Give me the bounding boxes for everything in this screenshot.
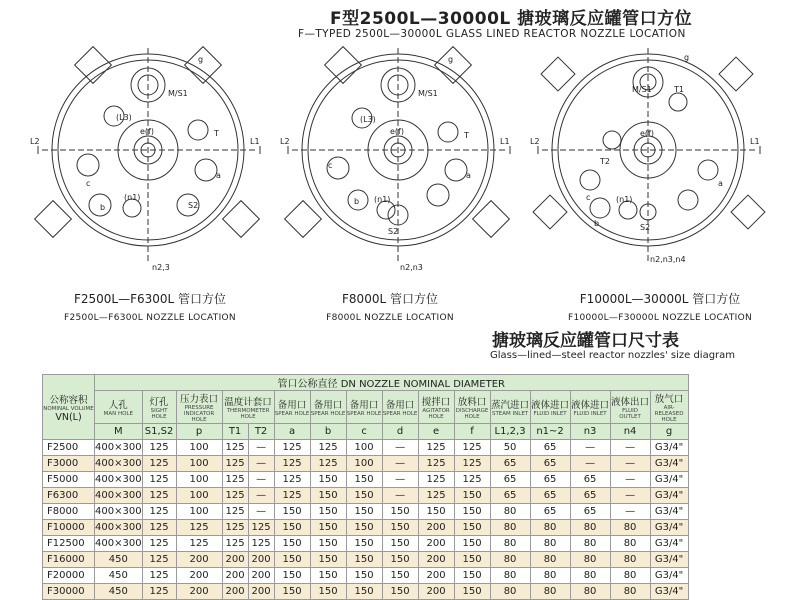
caption-1-cn: F2500L—F6300L 管口方位: [73, 292, 227, 306]
value-cell: G3/4": [650, 488, 688, 504]
col-fluid-in-1: 液体进口 FLUID INLET: [530, 391, 570, 424]
value-cell: 150: [310, 584, 346, 600]
value-cell: 125: [222, 536, 248, 552]
value-cell: 80: [570, 552, 610, 568]
dn-header: 管口公称直径 DN NOZZLE NOMINAL DIAMETER: [95, 375, 689, 391]
value-cell: 125: [142, 520, 176, 536]
label-n1: (n1): [124, 193, 141, 202]
value-cell: 150: [346, 584, 382, 600]
value-cell: 450: [95, 584, 143, 600]
value-cell: 150: [382, 536, 418, 552]
value-cell: 65: [490, 456, 530, 472]
value-cell: 125: [418, 488, 454, 504]
value-cell: 65: [490, 472, 530, 488]
label-s2: S2: [640, 223, 651, 232]
label-n: n2,n3: [400, 263, 423, 272]
value-cell: G3/4": [650, 472, 688, 488]
value-cell: 80: [610, 568, 650, 584]
value-cell: 65: [490, 488, 530, 504]
value-cell: —: [248, 504, 274, 520]
value-cell: 65: [530, 456, 570, 472]
value-cell: —: [610, 440, 650, 456]
value-cell: 100: [176, 488, 222, 504]
code-t1: T1: [222, 424, 248, 440]
col-agitator: 搅拌口 AGITATOR HOLE: [418, 391, 454, 424]
value-cell: 125: [310, 440, 346, 456]
value-cell: 65: [530, 488, 570, 504]
nozzle-diagram-3: [528, 40, 778, 280]
value-cell: 125: [142, 440, 176, 456]
col-fluid-in-2: 液体进口 FLUID INLET: [570, 391, 610, 424]
value-cell: 150: [274, 520, 310, 536]
value-cell: 125: [274, 456, 310, 472]
nozzle-diagram-2: [278, 40, 518, 280]
col-man-hole: 人孔 MAN HOLE: [95, 391, 143, 424]
value-cell: 150: [346, 520, 382, 536]
value-cell: G3/4": [650, 520, 688, 536]
value-cell: 200: [418, 552, 454, 568]
label-l2: L2: [30, 137, 40, 146]
label-t2: T2: [600, 157, 610, 166]
value-cell: 450: [95, 552, 143, 568]
value-cell: 200: [248, 552, 274, 568]
model-cell: F30000: [43, 584, 95, 600]
value-cell: 200: [176, 552, 222, 568]
value-cell: 65: [530, 504, 570, 520]
label-n: n2,3: [152, 263, 170, 272]
code-n4: n4: [610, 424, 650, 440]
value-cell: —: [610, 456, 650, 472]
label-a: a: [466, 171, 471, 180]
value-cell: 50: [490, 440, 530, 456]
label-b: b: [354, 197, 360, 206]
value-cell: 100: [176, 472, 222, 488]
nozzle-diagram-1: [28, 40, 268, 280]
value-cell: —: [610, 504, 650, 520]
table-row: [43, 472, 689, 488]
value-cell: 125: [142, 568, 176, 584]
value-cell: 80: [570, 584, 610, 600]
label-t: T: [214, 129, 219, 138]
nozzle-size-table: [42, 374, 689, 600]
code-l: L1,2,3: [490, 424, 530, 440]
value-cell: 450: [95, 568, 143, 584]
value-cell: 150: [310, 552, 346, 568]
col-pressure: 压力表口 PRESSURE INDICATOR HOLE: [176, 391, 222, 424]
value-cell: 200: [222, 552, 248, 568]
caption-2-en: F8000L NOZZLE LOCATION: [326, 313, 454, 323]
value-cell: 125: [274, 488, 310, 504]
value-cell: 125: [142, 472, 176, 488]
value-cell: 150: [310, 488, 346, 504]
table-row: [43, 488, 689, 504]
value-cell: 150: [346, 504, 382, 520]
code-s: S1,S2: [142, 424, 176, 440]
model-cell: F8000: [43, 504, 95, 520]
code-t2: T2: [248, 424, 274, 440]
page-subtitle: F—TYPED 2500L—30000L GLASS LINED REACTOR NOZZLE LOCATION: [298, 28, 686, 40]
label-e: e(f): [140, 127, 154, 136]
col-fluid-out: 液体出口 FLUID OUTLET: [610, 391, 650, 424]
label-t: T: [464, 131, 469, 140]
value-cell: 125: [142, 584, 176, 600]
value-cell: 400×300: [95, 472, 143, 488]
col-steam: 蒸汽进口 STEAM INLET: [490, 391, 530, 424]
value-cell: 125: [176, 536, 222, 552]
col-thermometer: 温度计套口 THERMOMETER HOLE: [222, 391, 274, 424]
value-cell: G3/4": [650, 456, 688, 472]
label-l3: (L3): [116, 113, 132, 122]
value-cell: —: [382, 488, 418, 504]
value-cell: 65: [570, 488, 610, 504]
value-cell: 150: [346, 472, 382, 488]
col-spear-a: 备用口 SPEAR HOLE: [274, 391, 310, 424]
code-p: p: [176, 424, 222, 440]
value-cell: 80: [530, 536, 570, 552]
label-ms: M/S1: [418, 89, 438, 98]
code-d: d: [382, 424, 418, 440]
value-cell: 150: [382, 520, 418, 536]
value-cell: 200: [176, 584, 222, 600]
label-ms: M/S1: [632, 85, 652, 94]
value-cell: G3/4": [650, 552, 688, 568]
value-cell: 150: [382, 552, 418, 568]
value-cell: 80: [530, 520, 570, 536]
value-cell: 80: [570, 536, 610, 552]
value-cell: G3/4": [650, 504, 688, 520]
value-cell: 125: [142, 488, 176, 504]
value-cell: G3/4": [650, 568, 688, 584]
corner-cn: 公称容积: [49, 394, 88, 406]
value-cell: 80: [490, 568, 530, 584]
label-l1: L1: [750, 137, 760, 146]
table-row: [43, 568, 689, 584]
value-cell: 125: [248, 536, 274, 552]
lug-bl: [35, 201, 72, 238]
value-cell: 200: [418, 568, 454, 584]
label-b: b: [100, 203, 106, 212]
label-c: c: [328, 161, 333, 170]
value-cell: 200: [176, 568, 222, 584]
model-cell: F20000: [43, 568, 95, 584]
value-cell: 65: [530, 440, 570, 456]
value-cell: 150: [382, 568, 418, 584]
value-cell: 150: [274, 552, 310, 568]
caption-3-en: F10000L—F30000L NOZZLE LOCATION: [568, 313, 752, 323]
value-cell: 100: [346, 440, 382, 456]
lug-br: [223, 201, 260, 238]
value-cell: 100: [176, 504, 222, 520]
label-b: b: [594, 219, 600, 228]
value-cell: 80: [490, 504, 530, 520]
value-cell: 200: [418, 536, 454, 552]
model-cell: F2500: [43, 440, 95, 456]
model-cell: F6300: [43, 488, 95, 504]
label-l2: L2: [280, 137, 290, 146]
value-cell: 100: [346, 456, 382, 472]
value-cell: —: [382, 472, 418, 488]
code-m: M: [95, 424, 143, 440]
value-cell: 125: [222, 472, 248, 488]
value-cell: 125: [176, 520, 222, 536]
value-cell: 150: [346, 552, 382, 568]
label-l1: L1: [500, 137, 510, 146]
caption-2-cn: F8000L 管口方位: [342, 292, 438, 306]
value-cell: 125: [418, 440, 454, 456]
label-l1: L1: [250, 137, 260, 146]
value-cell: 125: [222, 504, 248, 520]
corner-unit: VN(L): [55, 411, 82, 423]
value-cell: 200: [222, 568, 248, 584]
value-cell: 150: [454, 488, 490, 504]
value-cell: 125: [310, 456, 346, 472]
value-cell: 400×300: [95, 504, 143, 520]
code-n1: n1~2: [530, 424, 570, 440]
value-cell: 125: [222, 520, 248, 536]
value-cell: 125: [142, 552, 176, 568]
value-cell: —: [248, 440, 274, 456]
value-cell: 150: [454, 536, 490, 552]
code-g: g: [650, 424, 688, 440]
value-cell: —: [382, 456, 418, 472]
value-cell: 150: [346, 568, 382, 584]
value-cell: 150: [454, 568, 490, 584]
table-row: [43, 456, 689, 472]
label-g: g: [684, 53, 690, 62]
table-title: 搪玻璃反应罐管口尺寸表: [492, 331, 679, 351]
model-cell: F12500: [43, 536, 95, 552]
value-cell: 150: [418, 504, 454, 520]
value-cell: 125: [142, 456, 176, 472]
value-cell: 150: [346, 488, 382, 504]
value-cell: 125: [222, 456, 248, 472]
label-s2: S2: [388, 227, 399, 236]
value-cell: 125: [418, 472, 454, 488]
caption-3-cn: F10000L—30000L 管口方位: [579, 292, 741, 306]
model-cell: F10000: [43, 520, 95, 536]
value-cell: 400×300: [95, 456, 143, 472]
value-cell: 80: [490, 536, 530, 552]
value-cell: —: [248, 472, 274, 488]
value-cell: 80: [530, 552, 570, 568]
value-cell: 150: [310, 520, 346, 536]
value-cell: 150: [274, 536, 310, 552]
corner-header: [43, 375, 95, 440]
value-cell: 65: [530, 472, 570, 488]
value-cell: 150: [310, 536, 346, 552]
code-n3: n3: [570, 424, 610, 440]
col-sight-hole: 灯孔 SIGHT HOLE: [142, 391, 176, 424]
value-cell: 80: [610, 536, 650, 552]
label-g: g: [448, 55, 454, 64]
value-cell: 400×300: [95, 536, 143, 552]
value-cell: 125: [248, 520, 274, 536]
value-cell: 150: [382, 584, 418, 600]
label-t1: T1: [674, 85, 684, 94]
value-cell: —: [610, 472, 650, 488]
corner-en: NOMINAL VOLUME: [43, 405, 94, 412]
value-cell: 400×300: [95, 520, 143, 536]
value-cell: 80: [530, 584, 570, 600]
table-row: [43, 536, 689, 552]
value-cell: 200: [248, 584, 274, 600]
model-cell: F3000: [43, 456, 95, 472]
value-cell: 150: [346, 536, 382, 552]
value-cell: 150: [454, 552, 490, 568]
value-cell: —: [248, 488, 274, 504]
value-cell: 200: [248, 568, 274, 584]
label-ms: M/S1: [168, 89, 188, 98]
lug-tr: [185, 47, 222, 84]
label-c: c: [586, 193, 591, 202]
value-cell: 80: [490, 552, 530, 568]
table-body: [43, 440, 689, 600]
value-cell: 400×300: [95, 440, 143, 456]
label-e: e(f): [640, 129, 654, 138]
value-cell: 125: [274, 472, 310, 488]
label-g: g: [198, 55, 204, 64]
value-cell: 150: [274, 504, 310, 520]
label-a: a: [216, 171, 221, 180]
table-row: [43, 440, 689, 456]
table-row: [43, 504, 689, 520]
label-a: a: [718, 179, 723, 188]
value-cell: 100: [176, 440, 222, 456]
value-cell: 80: [490, 520, 530, 536]
label-l2: L2: [530, 137, 540, 146]
lug-tl: [75, 47, 112, 84]
label-e: e(f): [390, 127, 404, 136]
value-cell: 150: [274, 584, 310, 600]
caption-1-en: F2500L—F6300L NOZZLE LOCATION: [64, 313, 236, 323]
col-spear-b: 备用口 SPEAR HOLE: [310, 391, 346, 424]
col-air: 放气口 AIR-RELEASED HOLE: [650, 391, 688, 424]
value-cell: 65: [570, 472, 610, 488]
col-discharge: 放料口 DISCHARGE HOLE: [454, 391, 490, 424]
value-cell: 125: [274, 440, 310, 456]
value-cell: 125: [418, 456, 454, 472]
value-cell: 150: [310, 568, 346, 584]
value-cell: 80: [610, 584, 650, 600]
value-cell: 80: [610, 520, 650, 536]
code-b: b: [310, 424, 346, 440]
value-cell: 150: [454, 520, 490, 536]
value-cell: 100: [176, 456, 222, 472]
value-cell: —: [382, 440, 418, 456]
value-cell: 200: [418, 520, 454, 536]
value-cell: 125: [454, 456, 490, 472]
model-cell: F5000: [43, 472, 95, 488]
label-s2: S2: [188, 201, 199, 210]
value-cell: 200: [222, 584, 248, 600]
value-cell: 80: [570, 520, 610, 536]
value-cell: 150: [454, 504, 490, 520]
col-spear-d: 备用口 SPEAR HOLE: [382, 391, 418, 424]
value-cell: 400×300: [95, 488, 143, 504]
value-cell: G3/4": [650, 584, 688, 600]
code-c: c: [346, 424, 382, 440]
value-cell: 125: [142, 536, 176, 552]
value-cell: 125: [222, 488, 248, 504]
label-n1: (n1): [374, 195, 391, 204]
label-c: c: [86, 179, 91, 188]
value-cell: 150: [310, 472, 346, 488]
page-title: F型2500L—30000L 搪玻璃反应罐管口方位: [330, 9, 693, 29]
value-cell: 125: [454, 440, 490, 456]
caption-3: [540, 290, 780, 323]
table-row: [43, 584, 689, 600]
value-cell: 200: [418, 584, 454, 600]
value-cell: 80: [570, 568, 610, 584]
value-cell: 65: [570, 504, 610, 520]
caption-1: [40, 290, 260, 323]
table-row: [43, 552, 689, 568]
table-subtitle: Glass—lined—steel reactor nozzles' size diagram: [490, 350, 736, 361]
value-cell: —: [570, 440, 610, 456]
value-cell: 80: [610, 552, 650, 568]
code-f: f: [454, 424, 490, 440]
value-cell: 80: [490, 584, 530, 600]
value-cell: 80: [530, 568, 570, 584]
model-cell: F16000: [43, 552, 95, 568]
value-cell: 150: [274, 568, 310, 584]
col-spear-c: 备用口 SPEAR HOLE: [346, 391, 382, 424]
value-cell: 125: [454, 472, 490, 488]
table-row: [43, 520, 689, 536]
value-cell: 150: [310, 504, 346, 520]
value-cell: 125: [222, 440, 248, 456]
value-cell: G3/4": [650, 536, 688, 552]
value-cell: 125: [142, 504, 176, 520]
value-cell: —: [248, 456, 274, 472]
value-cell: —: [570, 456, 610, 472]
caption-2: [290, 290, 490, 323]
value-cell: 150: [454, 584, 490, 600]
value-cell: G3/4": [650, 440, 688, 456]
code-e: e: [418, 424, 454, 440]
code-a: a: [274, 424, 310, 440]
value-cell: 150: [382, 504, 418, 520]
label-n: n2,n3,n4: [650, 255, 686, 264]
value-cell: —: [610, 488, 650, 504]
label-n1: (n1): [616, 195, 633, 204]
label-l3: (L3): [360, 115, 376, 124]
